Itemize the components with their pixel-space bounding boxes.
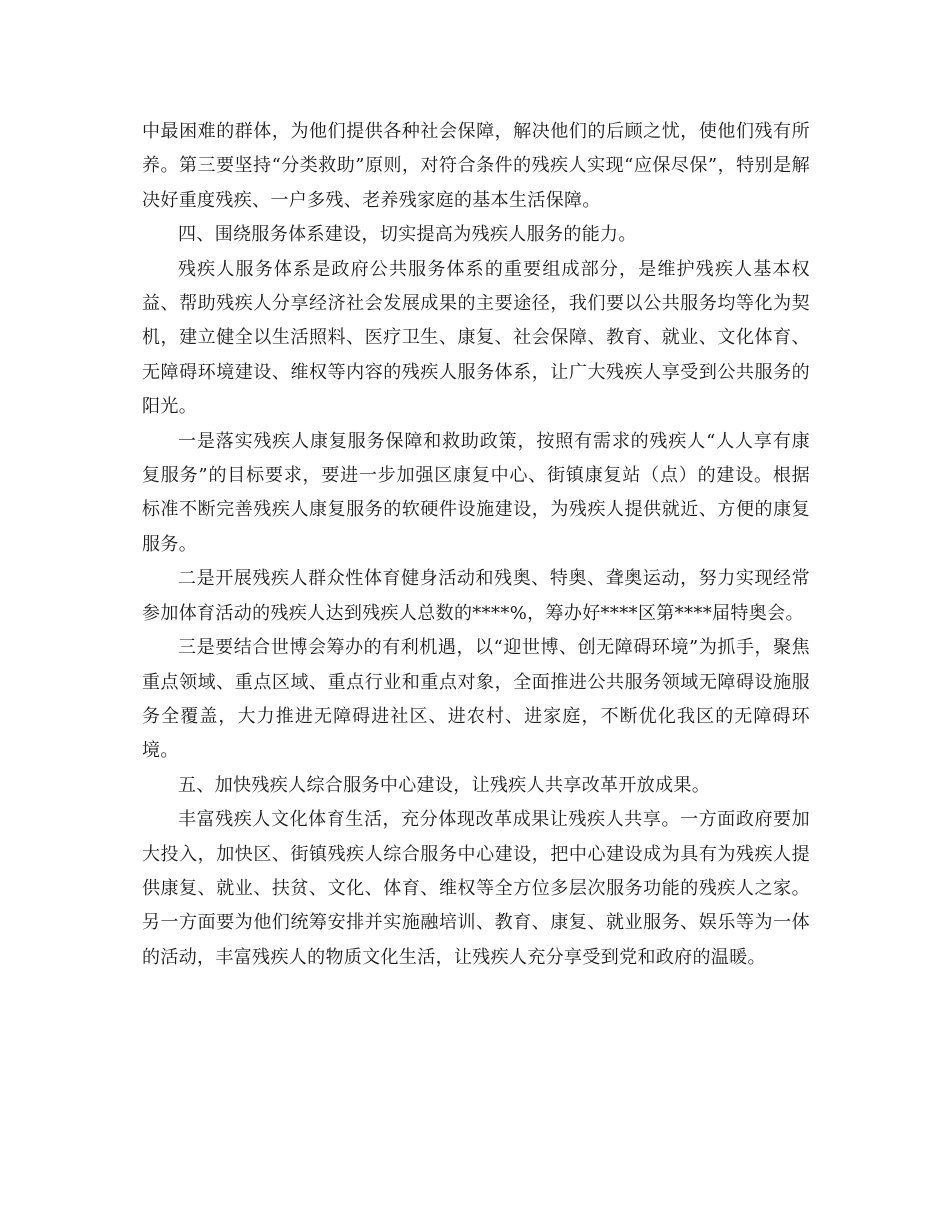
section-heading-four: 四、围绕服务体系建设，切实提高为残疾人服务的能力。 bbox=[178, 224, 637, 246]
paragraph-service-system: 残疾人服务体系是政府公共服务体系的重要组成部分，是维护残疾人基本权益、帮助残疾人分享经济社会发展成果的主要途径，我们要以公共服务均等化为契机，建立健全以生活照料、医疗卫生、康复、社会保障、教育、就业、文化体育、无障碍环境建设、维权等内容的残疾人服务体系，让广大残疾人享受到公共服务的阳光。 bbox=[142, 258, 810, 418]
paragraph-rehabilitation: 一是落实残疾人康复服务保障和救助政策，按照有需求的残疾人“人人享有康复服务”的目标要求，要进一步加强区康复中心、街镇康复站（点）的建设。根据标准不断完善残疾人康复服务的软硬件设施建设，为残疾人提供就近、方便的康复服务。 bbox=[142, 430, 810, 555]
paragraph-sports: 二是开展残疾人群众性体育健身活动和残奥、特奥、聋奥运动，努力实现经常参加体育活动的残疾人达到残疾人总数的****%，筹办好****区第****届特奥会。 bbox=[142, 568, 810, 624]
section-heading-five: 五、加快残疾人综合服务中心建设，让残疾人共享改革开放成果。 bbox=[178, 774, 711, 796]
paragraph-continuation: 中最困难的群体，为他们提供各种社会保障，解决他们的后顾之忧，使他们残有所养。第三要坚持“分类救助”原则，对符合条件的残疾人实现“应保尽保”，特别是解决好重度残疾、一户多残、老养残家庭的基本生活保障。 bbox=[142, 121, 810, 211]
paragraph-service-center: 丰富残疾人文化体育生活，充分体现改革成果让残疾人共享。一方面政府要加大投入，加快区、街镇残疾人综合服务中心建设，把中心建设成为具有为残疾人提供康复、就业、扶贫、文化、体育、维权等全方位多层次服务功能的残疾人之家。另一方面要为他们统筹安排并实施融培训、教育、康复、就业服务、娱乐等为一体的活动，丰富残疾人的物质文化生活，让残疾人充分享受到党和政府的温暖。 bbox=[142, 809, 810, 968]
document-body bbox=[142, 115, 810, 975]
paragraph-accessibility: 三是要结合世博会筹办的有利机遇，以“迎世博、创无障碍环境”为抓手，聚焦重点领域、重点区域、重点行业和重点对象，全面推进公共服务领域无障碍设施服务全覆盖，大力推进无障碍进社区、进农村、进家庭，不断优化我区的无障碍环境。 bbox=[142, 637, 810, 762]
